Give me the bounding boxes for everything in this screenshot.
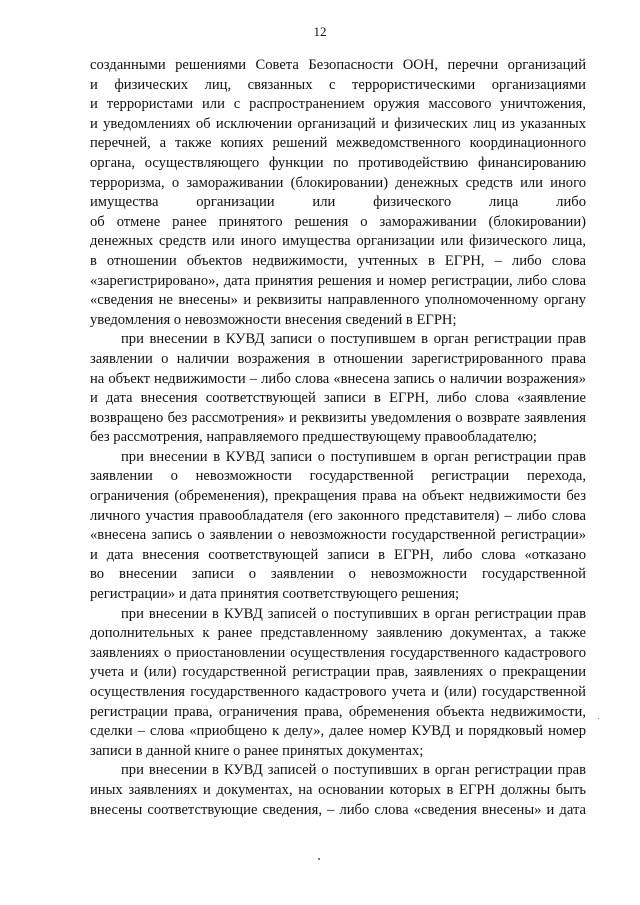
- text-line: органа, осуществляющего функции по противодействию финансированию: [90, 154, 586, 171]
- paragraph-first-line: при внесении в КУВД записей о поступивших в орган регистрации прав: [121, 762, 586, 779]
- text-line: возвращено без рассмотрения» и реквизиты уведомления о возврате заявления: [90, 409, 586, 426]
- text-line: осуществления государственного кадастрового учета и (или) государственной: [90, 684, 586, 700]
- text-line: «зарегистрировано», дата принятия решения и номер регистрации, либо слова: [90, 272, 586, 289]
- page-number: 12: [313, 24, 327, 39]
- text-line: без рассмотрения, направляемого предшествующему правообладателю;: [90, 429, 537, 446]
- text-line: «внесена запись о заявлении о невозможности государственной регистрации»: [90, 527, 586, 544]
- text-line: терроризма, о замораживании (блокировании) денежных средств или иного: [90, 174, 586, 191]
- text-line: сделки – слова «приобщено к делу», далее номер КУВД и порядковый номер: [90, 723, 586, 740]
- paragraph-first-line: при внесении в КУВД записи о поступившем в орган регистрации прав: [121, 331, 586, 348]
- text-line: записи в данной книге о ранее принятых документах;: [90, 742, 424, 759]
- text-line: уведомления о невозможности внесения сведений в ЕГРН;: [90, 311, 457, 328]
- text-line: иных заявлениях и документах, на основании которых в ЕГРН должны быть: [90, 781, 586, 798]
- text-line: созданными решениями Совета Безопасности ООН, перечни организаций: [90, 57, 586, 73]
- text-line: «сведения не внесены» и реквизиты направленного уполномоченному органу: [90, 292, 586, 309]
- text-line: личного участия правообладателя (его законного представителя) – либо слова: [90, 507, 586, 524]
- text-line: внесены соответствующие сведения, – либо слова «сведения внесены» и дата: [90, 801, 586, 818]
- text-line: в отношении объектов недвижимости, учтенных в ЕГРН, – либо слова: [90, 252, 586, 269]
- text-line: денежных средств или иного имущества организации или физического лица,: [90, 233, 586, 250]
- document-body: [90, 56, 586, 820]
- text-line: на объект недвижимости – либо слова «внесена запись о наличии возражения»: [90, 370, 586, 387]
- text-line: во внесении записи о заявлении о невозможности государственной: [90, 566, 586, 583]
- text-line: ограничения (обременения), прекращения права на объект недвижимости без: [90, 488, 586, 505]
- text-line: имущества организации или физического лица либо: [90, 194, 586, 211]
- text-line: заявлениях о приостановлении осуществления государственного кадастрового: [90, 644, 586, 661]
- scan-speck: [318, 858, 320, 860]
- text-line: и уведомлениях об исключении организаций и физических лиц из указанных: [90, 115, 586, 132]
- text-line: и дата внесения соответствующей записи в ЕГРН, либо слова «заявление: [90, 390, 586, 407]
- text-line: регистрации права, ограничения права, обременения объекта недвижимости,: [90, 703, 586, 720]
- text-line: перечней, а также копиях решений межведомственного координационного: [90, 135, 586, 152]
- text-line: об отмене ранее принятого решения о замораживании (блокировании): [90, 213, 586, 230]
- text-line: заявлении о невозможности государственной регистрации перехода,: [90, 468, 586, 485]
- text-line: и террористами или с распространением оружия массового уничтожения,: [90, 96, 586, 113]
- scan-speck: [598, 718, 599, 719]
- text-line: учета и (или) государственной регистрации прав, заявлениях о прекращении: [90, 664, 586, 681]
- text-line: заявлении о наличии возражения в отношении зарегистрированного права: [90, 350, 586, 367]
- text-line: дополнительных к ранее представленному заявлению документах, а также: [90, 625, 586, 642]
- text-line: и дата внесения соответствующей записи в ЕГРН, либо слова «отказано: [90, 546, 586, 563]
- paragraph-first-line: при внесении в КУВД записи о поступившем в орган регистрации прав: [121, 448, 586, 465]
- text-line: и физических лиц, связанных с террористическими организациями: [90, 76, 586, 93]
- text-line: регистрации» и дата принятия соответствующего решения;: [90, 586, 460, 603]
- paragraph-first-line: при внесении в КУВД записей о поступивших в орган регистрации прав: [121, 605, 586, 622]
